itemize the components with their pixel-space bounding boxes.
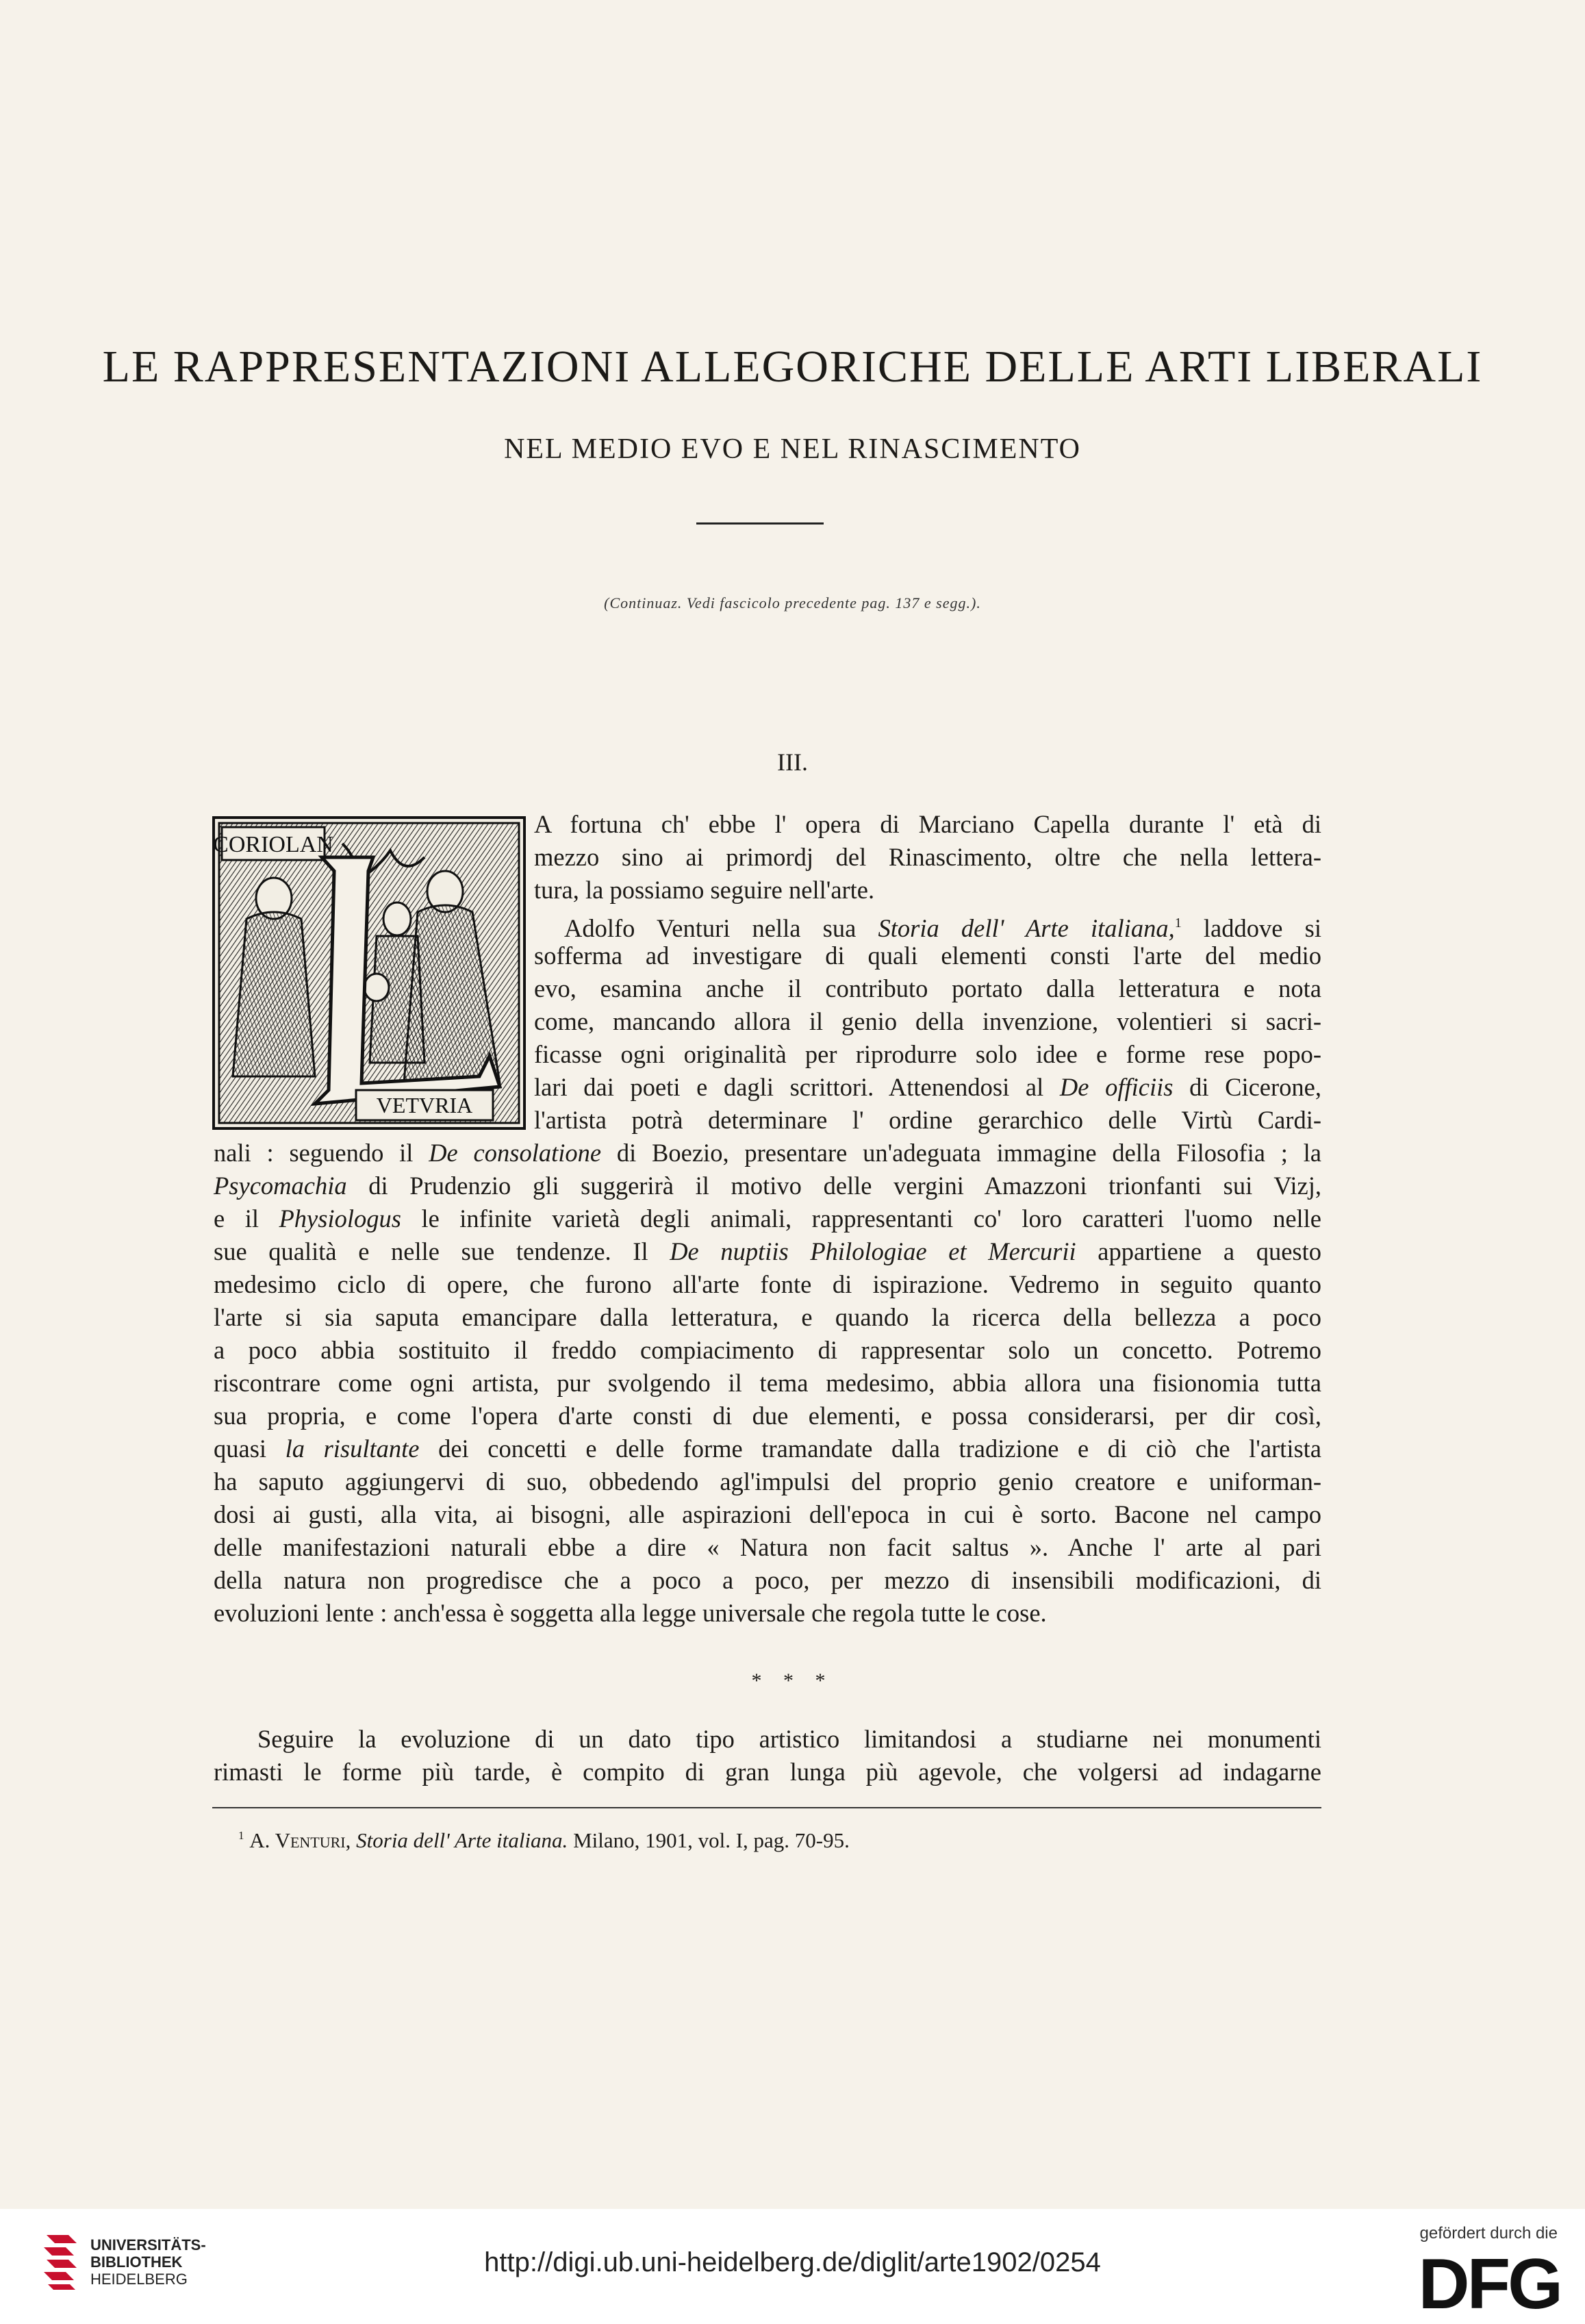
footnote-number: 1	[238, 1829, 244, 1843]
footnote: $^1$ A. Venturi, Storia dell' Arte italiana. Milano, 1901, vol. I, pag. 70-95.	[238, 1828, 850, 1852]
dfg-logo: DFG	[1418, 2245, 1560, 2324]
section-break-asterism: * * *	[751, 1669, 834, 1692]
digitization-footer	[0, 2209, 1585, 2322]
library-name: UNIVERSITÄTS- BIBLIOTHEK HEIDELBERG	[90, 2236, 206, 2288]
text-line: medesimo ciclo di opere, che furono all'arte fonte di ispirazione. Vedremo in seguito quanto	[214, 1270, 1321, 1298]
text-line: e il Physiologus le infinite varietà degli animali, rappresentanti co' loro caratteri l'uomo nelle	[214, 1204, 1321, 1233]
text-line: evo, esamina anche il contributo portato dalla letteratura e nota	[534, 974, 1321, 1002]
text-line: ha saputo aggiungervi di suo, obbedendo agl'impulsi del proprio genio creatore e uniforman-	[214, 1467, 1321, 1495]
text-line: a poco abbia sostituito il freddo compiacimento di rappresentar solo un concetto. Potremo	[214, 1336, 1321, 1364]
text-line: quasi la risultante dei concetti e delle forme tramandate dalla tradizione e di ciò che l'artista	[214, 1435, 1322, 1463]
text-line: Seguire la evoluzione di un dato tipo artistico limitandosi a studiarne nei monumenti	[257, 1725, 1321, 1753]
title-divider	[696, 522, 824, 525]
text-line: evoluzioni lente : anch'essa è soggetta alla legge universale che regola tutte le cose.	[214, 1599, 1047, 1627]
continuation-note: (Continuaz. Vedi fascicolo precedente pag. 137 e segg.).	[604, 594, 981, 611]
text-line: tura, la possiamo seguire nell'arte.	[534, 876, 875, 904]
text-line: Adolfo Venturi nella sua Storia dell' Arte italiana,$^1$ laddove si	[564, 914, 1321, 943]
text-line: come, mancando allora il genio della invenzione, volentieri si sacri-	[534, 1007, 1321, 1035]
decorated-initial-illustration	[212, 816, 526, 1130]
text-line: l'artista potrà determinare l' ordine gerarchico delle Virtù Cardi-	[534, 1106, 1321, 1134]
text-line: della natura non progredisce che a poco a poco, per mezzo di insensibili modificazioni, di	[214, 1566, 1321, 1594]
text-line: A fortuna ch' ebbe l' opera di Marciano Capella durante l' età di	[534, 810, 1321, 838]
text-line: sua propria, e come l'opera d'arte consti di due elementi, e possa considerarsi, per dir così,	[214, 1402, 1321, 1430]
text-line: riscontrare come ogni artista, pur svolgendo il tema medesimo, abbia allora una fisionomia tutta	[214, 1369, 1321, 1397]
initial-banner-bottom: VETVRIA	[376, 1093, 473, 1117]
footnote-ref: 1	[1174, 915, 1182, 931]
article-subtitle: NEL MEDIO EVO E NEL RINASCIMENTO	[504, 433, 1081, 465]
footnote-divider	[212, 1807, 1321, 1808]
text-line: nali : seguendo il De consolatione di Boezio, presentare un'adeguata immagine della Filosofia ; la	[214, 1139, 1321, 1167]
text-line: ficasse ogni originalità per riprodurre solo idee e forme rese popo-	[534, 1040, 1321, 1068]
text-line: mezzo sino ai primordj del Rinascimento, oltre che nella lettera-	[534, 843, 1321, 871]
section-number: III.	[777, 748, 808, 776]
text-line: rimasti le forme più tarde, è compito di gran lunga più agevole, che volgersi ad indagarne	[214, 1758, 1321, 1786]
text-line: Psycomachia di Prudenzio gli suggerirà il motivo delle vergini Amazzoni trionfanti sui Vizj,	[214, 1172, 1321, 1200]
text-line: sofferma ad investigare di quali elementi consti l'arte del medio	[534, 942, 1321, 970]
funder-caption: gefördert durch die	[1419, 2224, 1558, 2243]
text-line: l'arte si sia saputa emancipare dalla letteratura, e quando la ricerca della bellezza a poco	[214, 1303, 1321, 1331]
initial-banner-top: CORIOLAN	[213, 832, 333, 857]
text-line: sue qualità e nelle sue tendenze. Il De nuptiis Philologiae et Mercurii appartiene a questo	[214, 1237, 1321, 1265]
text-line: lari dai poeti e dagli scrittori. Attenendosi al De officiis di Cicerone,	[534, 1073, 1321, 1101]
article-title: LE RAPPRESENTAZIONI ALLEGORICHE DELLE ARTI LIBERALI	[102, 342, 1483, 392]
text-line: dosi ai gusti, alla vita, ai bisogni, alle aspirazioni dell'epoca in cui è sorto. Bacone nel campo	[214, 1500, 1321, 1528]
footnote-title: Storia dell' Arte italiana.	[356, 1828, 568, 1852]
text-line: delle manifestazioni naturali ebbe a dire « Natura non facit saltus ». Anche l' arte al pari	[214, 1533, 1321, 1561]
footnote-author: A. Venturi,	[249, 1828, 351, 1852]
source-url-link[interactable]: http://digi.ub.uni-heidelberg.de/diglit/arte1902/0254	[484, 2247, 1101, 2277]
